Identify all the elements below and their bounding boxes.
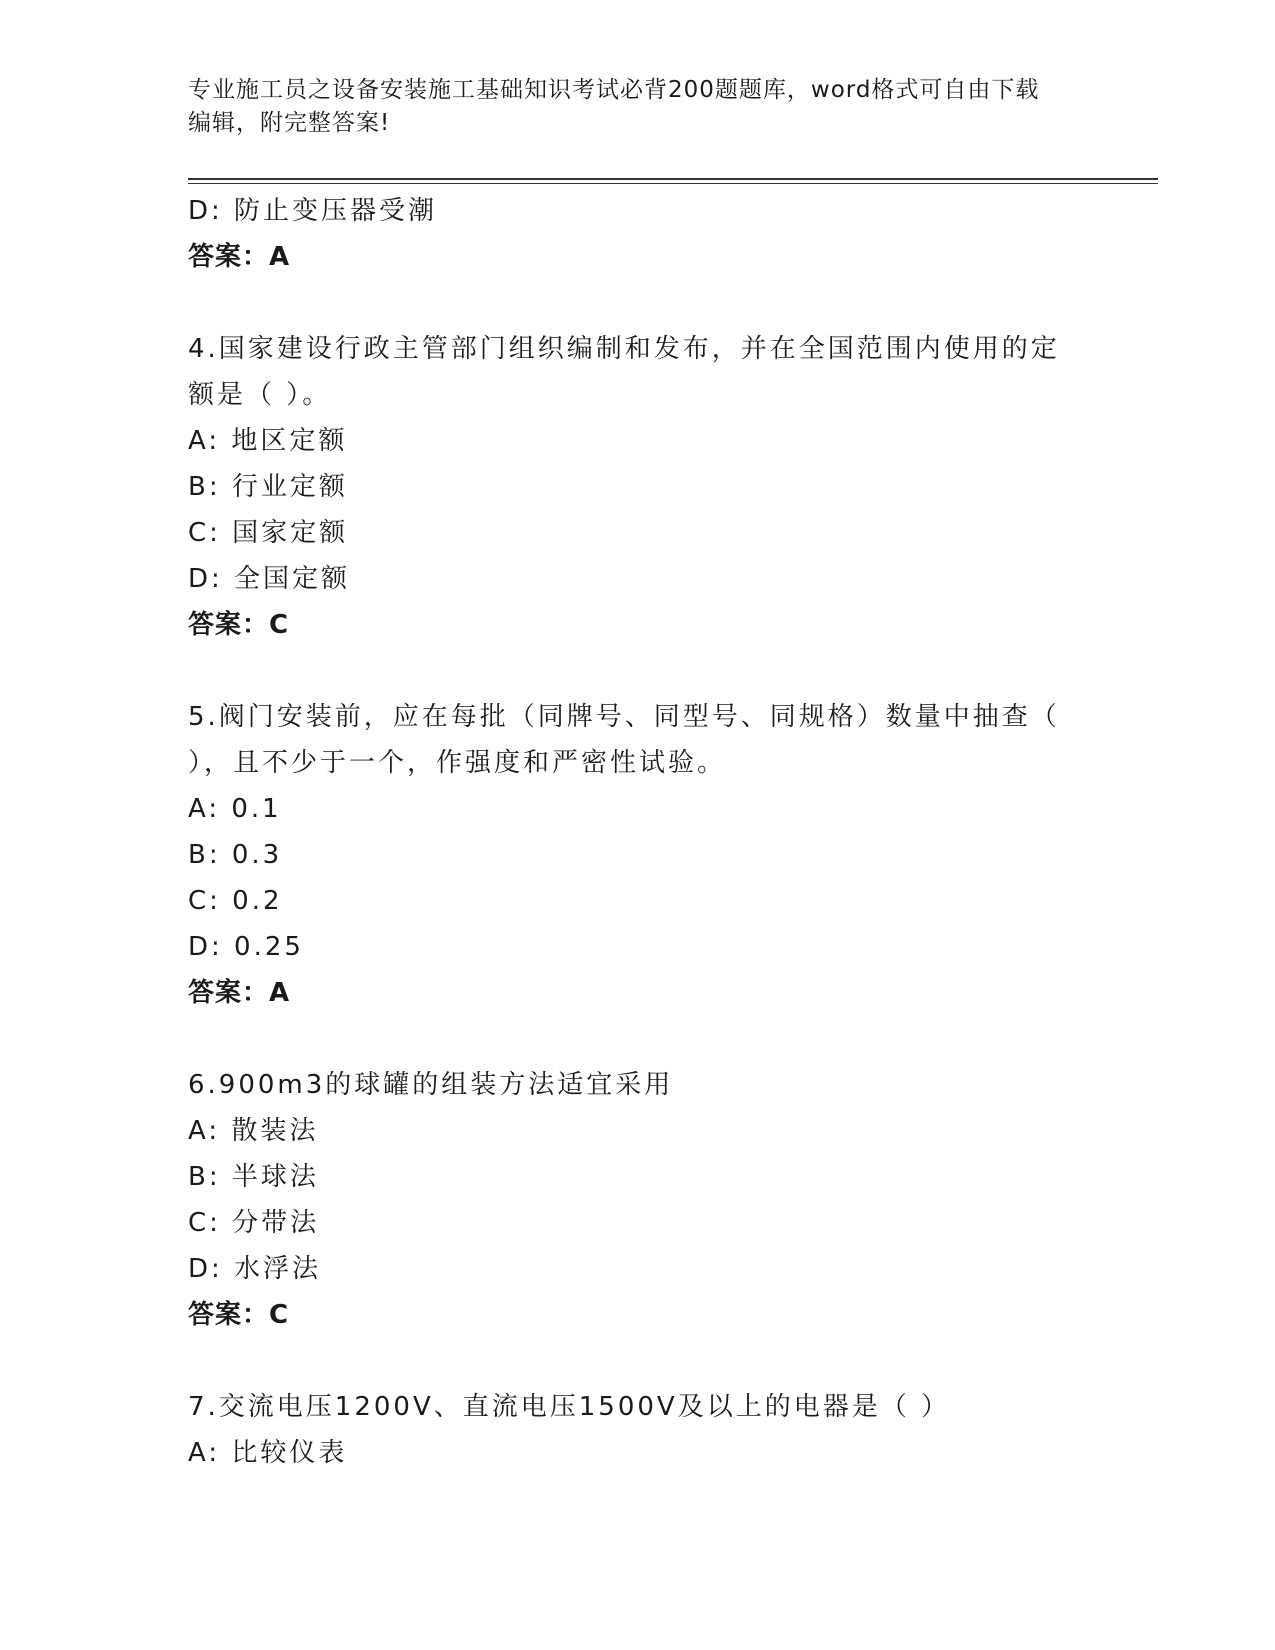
question-7-stem-line-1: 7.交流电压1200V、直流电压1500V及以上的电器是（ ） — [188, 1392, 950, 1422]
question-6-answer: 答案：C — [188, 1300, 290, 1330]
question-7-stem — [188, 1384, 1068, 1430]
question-4-stem-line-1: 4.国家建设行政主管部门组织编制和发布，并在全国范围内使用的定 — [188, 334, 1060, 364]
question-5-stem — [188, 694, 1068, 786]
question-3-answer: 答案：A — [188, 242, 291, 272]
question-5-stem-line-2: ），且不少于一个，作强度和严密性试验。 — [188, 748, 727, 778]
question-5-option-d: D: 0.25 — [188, 932, 304, 962]
spacer — [188, 648, 1088, 694]
header-title-line-1: 专业施工员之设备安装施工基础知识考试必背200题题库，word格式可自由下载 — [188, 77, 1040, 103]
header-divider-thick — [188, 178, 1158, 180]
header-divider-thin — [188, 183, 1158, 184]
question-6-stem — [188, 1062, 1068, 1108]
question-6-stem-line-1: 6.900m3的球罐的组装方法适宜采用 — [188, 1070, 674, 1100]
document-header — [188, 74, 1088, 140]
spacer — [188, 1016, 1088, 1062]
spacer — [188, 1338, 1088, 1384]
question-4-answer: 答案：C — [188, 610, 290, 640]
question-6-option-a: A: 散装法 — [188, 1116, 319, 1146]
question-3-option-d: D: 防止变压器受潮 — [188, 196, 438, 226]
question-5-stem-line-1: 5.阀门安装前，应在每批（同牌号、同型号、同规格）数量中抽查（ — [188, 702, 1060, 732]
question-4-stem-line-2: 额是（ ）。 — [188, 380, 332, 410]
question-6-option-c: C: 分带法 — [188, 1208, 320, 1238]
question-4-option-a: A: 地区定额 — [188, 426, 348, 456]
question-6-option-b: B: 半球法 — [188, 1162, 319, 1192]
question-7-option-a: A: 比较仪表 — [188, 1438, 348, 1468]
question-6-option-d: D: 水浮法 — [188, 1254, 322, 1284]
question-5-option-c: C: 0.2 — [188, 886, 283, 916]
question-5-answer: 答案：A — [188, 978, 291, 1008]
question-4-option-c: C: 国家定额 — [188, 518, 349, 548]
question-4-stem — [188, 326, 1068, 418]
question-5-option-a: A: 0.1 — [188, 794, 282, 824]
question-4-option-b: B: 行业定额 — [188, 472, 348, 502]
spacer — [188, 280, 1088, 326]
question-list — [188, 188, 1088, 1476]
header-title-line-2: 编辑，附完整答案! — [188, 110, 391, 136]
question-5-option-b: B: 0.3 — [188, 840, 283, 870]
question-4-option-d: D: 全国定额 — [188, 564, 351, 594]
